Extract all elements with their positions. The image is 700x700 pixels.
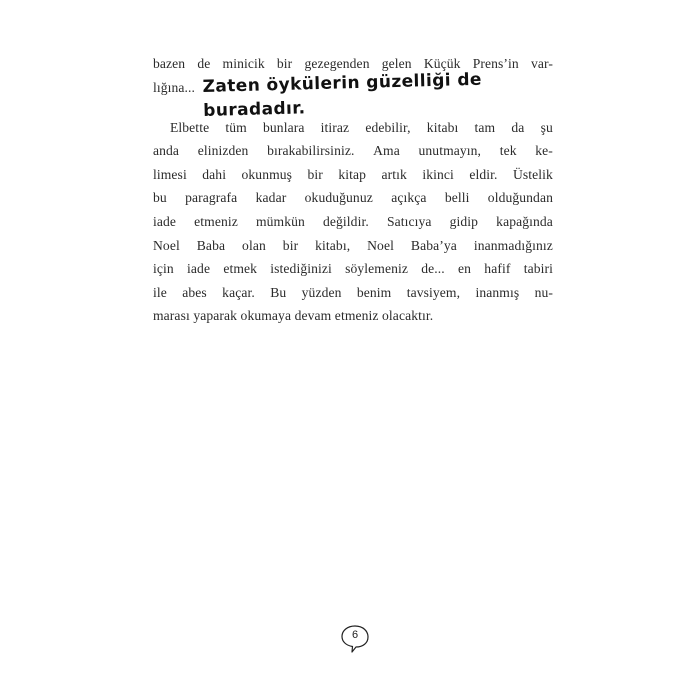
word: dahi [202,166,227,182]
word: Baba’ya [410,237,457,253]
word: olan [242,237,266,253]
word: abes [182,284,207,300]
word: ile [153,284,167,300]
word: Satıcıya [386,213,432,229]
word: mümkün [255,213,305,229]
word: kapağında [496,213,553,229]
page-number: 6 [351,629,359,641]
word: kadar [255,190,287,206]
paragraph-2-line [153,163,553,187]
word: ikinci [422,166,454,182]
paragraph-2-line [153,186,553,210]
word: yüzden [301,284,342,300]
word: en [458,261,472,277]
word: iade [153,213,177,229]
word: de [197,56,211,71]
word: paragrafa [185,190,238,206]
word: gidip [449,213,479,229]
word: okuduğunuz [304,190,373,206]
word: de... [421,261,445,277]
word: şu [540,119,553,135]
word: kitabı, [315,237,351,253]
word: bir [307,166,323,182]
word: limesi [153,166,187,182]
word: ke- [535,143,553,159]
word: anda [153,143,180,159]
word: bunlara [263,119,305,135]
word: eldir. [469,166,498,182]
word: tam [474,119,496,135]
paragraph-2-line [153,234,553,258]
word: artık [381,166,407,182]
word: nu- [534,284,553,300]
word: edebilir, [365,119,411,135]
paragraph-2-line [153,139,553,163]
word: belli [444,190,470,206]
page-number-badge [339,624,371,654]
body-text [153,52,553,328]
word: tabiri [523,261,553,277]
word: benim [356,284,392,300]
word: inanmadığınız [473,237,553,253]
word: tüm [225,119,247,135]
word: Prens’in [472,56,519,71]
word: okunmuş [241,166,293,182]
word: etmeniz [194,213,238,229]
word: unutmayın, [418,143,482,159]
word: inanmış [475,284,520,300]
word: Elbette [170,119,210,135]
text-line-2-lead: lığına... [153,79,196,95]
word: etmek [223,261,258,277]
word: kitap [338,166,367,182]
word: minicik [222,56,265,71]
word: var- [530,56,553,71]
word: Üstelik [512,166,553,182]
word: gelen [381,56,412,71]
word: Küçük [423,56,461,71]
word: kitabı [426,119,459,135]
word: istediğinizi [270,261,332,277]
text-line-2 [153,69,553,121]
paragraph-2 [153,116,553,305]
paragraph-2-last-line: marası yaparak okumaya devam etmeniz olacaktır. [153,308,434,324]
word: bu [153,190,167,206]
word: elinizden [197,143,249,159]
word: bir [282,237,299,253]
word: itiraz [320,119,350,135]
word: tek [499,143,517,159]
word: Bu [270,284,287,300]
paragraph-2-line [153,281,553,305]
word: için [153,261,174,277]
word: da [511,119,525,135]
word: bir [276,56,293,71]
word: söylemeniz [345,261,409,277]
word: değildir. [323,213,369,229]
word: olduğundan [487,190,553,206]
paragraph-2-line [153,210,553,234]
paragraph-2-line [153,257,553,281]
word: kaçar. [222,284,255,300]
word: hafif [484,261,511,277]
word: bırakabilirsiniz. [267,143,355,159]
word: açıkça [391,190,427,206]
word: iade [187,261,211,277]
word: Baba [196,237,226,253]
handwritten-note: Zaten öykülerin güzelliği de buradadır. [202,69,483,121]
word: Noel [367,237,394,253]
word: tavsiyem, [406,284,461,300]
word: gezegenden [304,56,370,71]
word: Ama [373,143,400,159]
word: Noel [153,237,180,253]
word: bazen [153,56,186,71]
